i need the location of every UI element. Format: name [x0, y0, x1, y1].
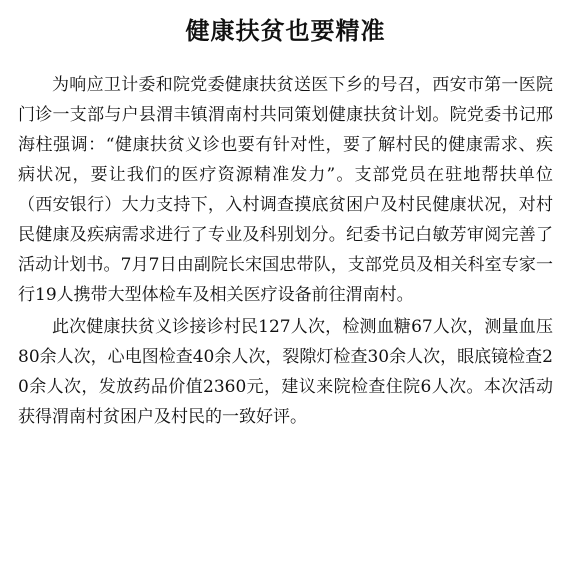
paragraph-1: 为响应卫计委和院党委健康扶贫送医下乡的号召，西安市第一医院门诊一支部与户县渭丰镇渭南村共同策划健康扶贫计划。院党委书记邢海柱强调：“健康扶贫义诊也要有针对性，要了解村民的健康需求、疾病状况，要让我们的医疗资源精准发力”。支部党员在驻地帮扶单位（西安银行）大力支持下，入村调查摸底贫困户及村民健康状况，对村民健康及疾病需求进行了专业及科别划分。纪委书记白敏芳审阅完善了活动计划书。7月7日由副院长宋国忠带队，支部党员及相关科室专家一行19人携带大型体检车及相关医疗设备前往渭南村。	[18, 75, 553, 305]
document-title: 健康扶贫也要精准	[185, 17, 386, 45]
paragraph-2: 此次健康扶贫义诊接诊村民127人次，检测血糖67人次，测量血压80余人次，心电图检查40余人次，裂隙灯检查30余人次，眼底镜检查20余人次，发放药品价值2360元，建议来院检查住院6人次。本次活动获得渭南村贫困户及村民的一致好评。	[18, 317, 553, 427]
